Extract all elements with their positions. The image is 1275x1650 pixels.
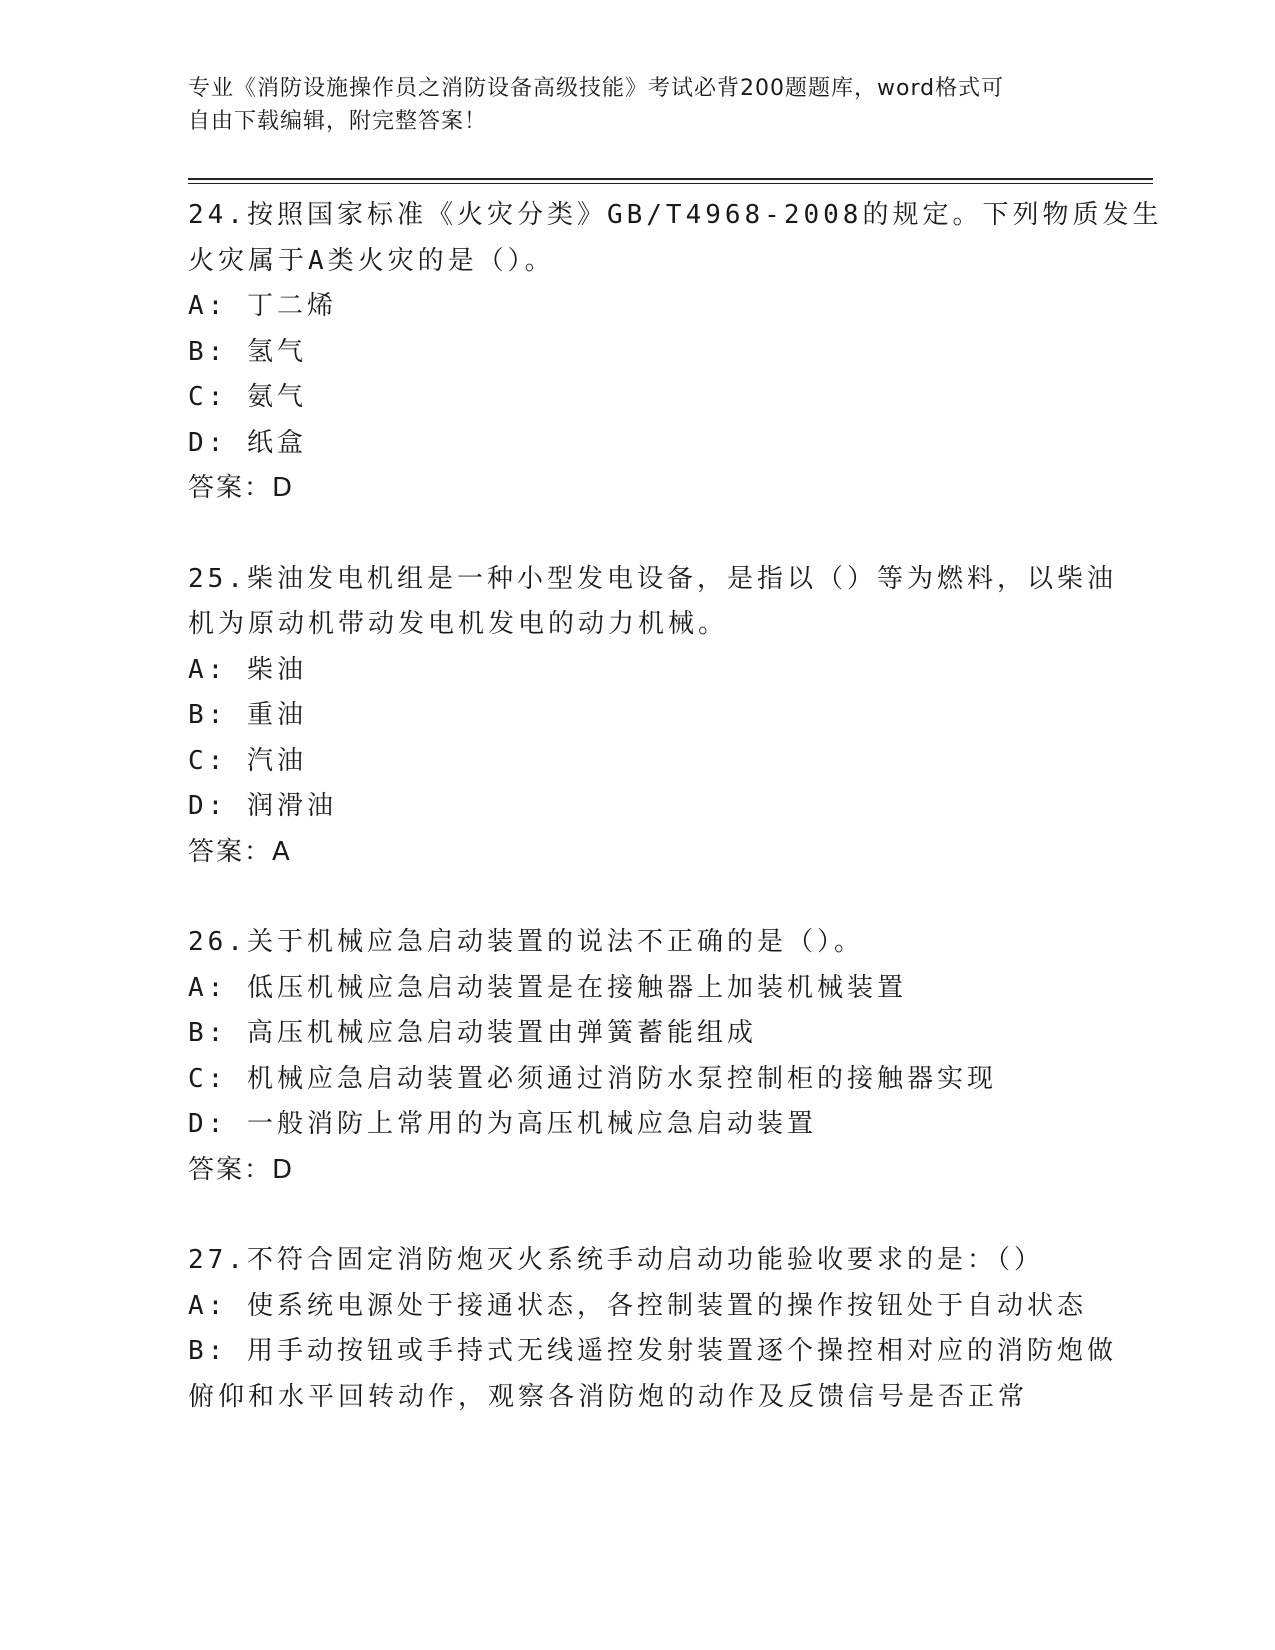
question-stem: 27.不符合固定消防炮灭火系统手动启动功能验收要求的是：（） (188, 1245, 1044, 1275)
question-stem-continued: 火灾属于A类火灾的是（）。 (188, 245, 555, 276)
answer: 答案：A (188, 836, 292, 867)
option-b: B: 用手动按钮或手持式无线遥控发射装置逐个操控相对应的消防炮做 (188, 1336, 1117, 1366)
question-stem: 25.柴油发电机组是一种小型发电设备，是指以（）等为燃料，以柴油 (188, 563, 1117, 594)
option-b: B: 氢气 (188, 336, 307, 367)
question-stem: 24.按照国家标准《火灾分类》GB/T4968-2008的规定。下列物质发生 (188, 200, 1163, 230)
option-a: A: 低压机械应急启动装置是在接触器上加装机械装置 (188, 972, 907, 1003)
option-c: C: 汽油 (188, 745, 307, 776)
header-divider-thin (188, 183, 1153, 184)
question-25 (188, 557, 1117, 876)
option-b: B: 重油 (188, 700, 307, 730)
option-c: C: 机械应急启动装置必须通过消防水泵控制柜的接触器实现 (188, 1063, 997, 1094)
option-c: C: 氨气 (188, 382, 307, 412)
option-a: A: 丁二烯 (188, 291, 337, 321)
header-divider-thick (188, 178, 1153, 180)
question-24 (188, 193, 1163, 512)
option-a: A: 柴油 (188, 654, 307, 685)
question-26 (188, 920, 1088, 1193)
option-a: A: 使系统电源处于接通状态，各控制装置的操作按钮处于自动状态 (188, 1290, 1087, 1321)
question-stem: 26.关于机械应急启动装置的说法不正确的是（）。 (188, 927, 864, 957)
option-b-continued: 俯仰和水平回转动作，观察各消防炮的动作及反馈信号是否正常 (188, 1381, 1029, 1412)
question-list (188, 193, 1163, 1465)
header-line-1: 专业《消防设施操作员之消防设备高级技能》考试必背200题题库，word格式可 (188, 76, 1005, 101)
question-27 (188, 1238, 1117, 1420)
header-line-2: 自由下载编辑，附完整答案！ (188, 109, 488, 134)
question-stem-continued: 机为原动机带动发电机发电的动力机械。 (188, 609, 729, 639)
answer: 答案：D (188, 1154, 295, 1185)
option-d: D: 一般消防上常用的为高压机械应急启动装置 (188, 1109, 817, 1139)
document-header (188, 72, 1088, 138)
option-b: B: 高压机械应急启动装置由弹簧蓄能组成 (188, 1018, 757, 1048)
option-d: D: 润滑油 (188, 791, 337, 821)
option-d: D: 纸盒 (188, 427, 307, 458)
answer: 答案：D (188, 473, 295, 503)
